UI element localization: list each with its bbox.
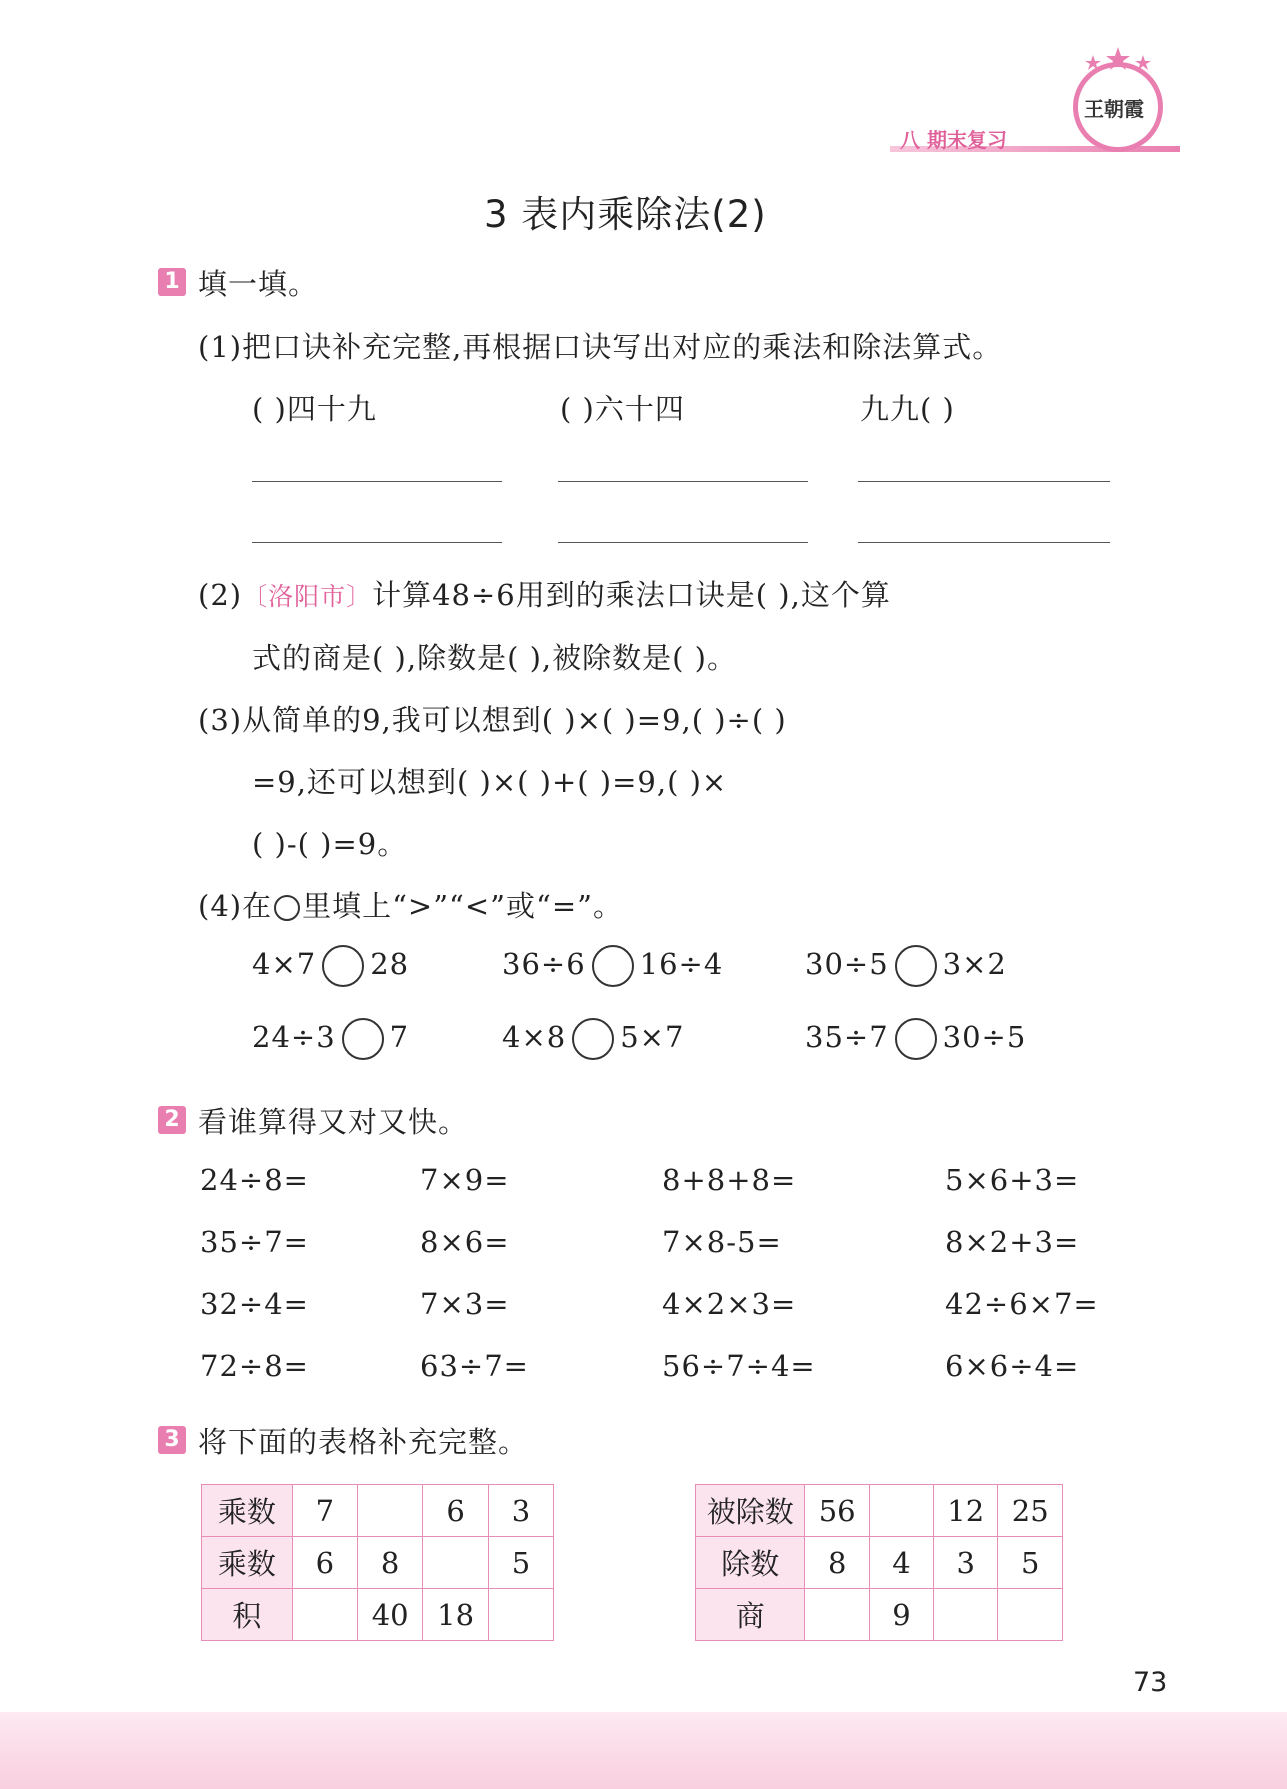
table-cell[interactable]: 3	[934, 1537, 998, 1589]
table-row	[202, 1485, 554, 1537]
compare-right: 30÷5	[942, 1020, 1027, 1054]
calc-item: 7×8-5=	[662, 1225, 782, 1259]
table-cell[interactable]: 5	[488, 1537, 553, 1589]
answer-line[interactable]	[252, 481, 502, 482]
rhyme-blank-c: 九九( )	[860, 392, 955, 426]
compare-circle[interactable]	[342, 1018, 384, 1060]
question-heading: 看谁算得又对又快。	[198, 1105, 469, 1139]
star-crown-icon	[1073, 45, 1163, 75]
answer-line[interactable]	[252, 542, 502, 543]
table-cell: 积	[202, 1589, 293, 1641]
table-cell[interactable]: 3	[488, 1485, 553, 1537]
table-cell: 乘数	[202, 1537, 293, 1589]
table-cell: 除数	[696, 1537, 805, 1589]
compare-item	[805, 945, 1007, 987]
table-cell[interactable]: 18	[423, 1589, 488, 1641]
table-cell[interactable]: 8	[805, 1537, 869, 1589]
calc-item: 35÷7=	[200, 1225, 309, 1259]
q1-part4-text	[198, 884, 623, 925]
compare-circle[interactable]	[895, 1018, 937, 1060]
table-cell: 乘数	[202, 1485, 293, 1537]
calc-item: 63÷7=	[420, 1349, 529, 1383]
answer-line[interactable]	[858, 542, 1110, 543]
table-cell[interactable]	[998, 1589, 1063, 1641]
compare-item	[502, 945, 723, 987]
compare-circle[interactable]	[322, 945, 364, 987]
compare-right: 7	[389, 1020, 410, 1054]
table-cell: 商	[696, 1589, 805, 1641]
section-label: 八 期末复习	[900, 128, 1007, 152]
compare-item	[252, 945, 409, 987]
compare-left: 24÷3	[252, 1020, 336, 1054]
calc-item: 8+8+8=	[662, 1163, 797, 1197]
compare-right: 28	[370, 947, 410, 981]
compare-circle[interactable]	[592, 945, 634, 987]
compare-item	[252, 1018, 409, 1060]
calc-item: 56÷7÷4=	[662, 1349, 816, 1383]
q1-part3-line2: =9,还可以想到( )×( )+( )=9,( )×	[252, 765, 728, 799]
calc-item: 72÷8=	[200, 1349, 309, 1383]
calc-item: 7×3=	[420, 1287, 510, 1321]
compare-left: 36÷6	[502, 947, 586, 981]
q1-part2-line1	[198, 573, 891, 614]
table-cell[interactable]: 6	[423, 1485, 488, 1537]
calc-item: 5×6+3=	[945, 1163, 1080, 1197]
table-row	[696, 1589, 1063, 1641]
question-number-badge: 1	[158, 268, 186, 296]
table-cell[interactable]: 12	[934, 1485, 998, 1537]
compare-left: 4×7	[252, 947, 317, 981]
circle-icon	[274, 895, 300, 921]
table-cell[interactable]	[805, 1589, 869, 1641]
compare-item	[502, 1018, 684, 1060]
logo-badge	[1073, 62, 1163, 152]
compare-left: 30÷5	[805, 947, 889, 981]
table-cell[interactable]	[488, 1589, 553, 1641]
rhyme-blank-a: ( )四十九	[252, 392, 377, 426]
compare-circle[interactable]	[895, 945, 937, 987]
compare-right: 5×7	[620, 1020, 685, 1054]
q1-part3-line1: (3)从简单的9,我可以想到( )×( )=9,( )÷( )	[198, 703, 787, 737]
q1-part2-text: 计算48÷6用到的乘法口诀是( ),这个算	[372, 578, 891, 612]
page-number: 73	[1133, 1667, 1168, 1698]
table-cell[interactable]: 6	[292, 1537, 357, 1589]
table-cell[interactable]: 4	[869, 1537, 933, 1589]
table-row	[696, 1485, 1063, 1537]
calc-item: 24÷8=	[200, 1163, 309, 1197]
compare-left: 4×8	[502, 1020, 567, 1054]
question-number-badge: 3	[158, 1426, 186, 1454]
table-cell[interactable]	[423, 1537, 488, 1589]
compare-right: 3×2	[942, 947, 1007, 981]
multiplication-table	[201, 1484, 554, 1641]
q1-part4-suffix: 里填上“>”“<”或“=”。	[302, 889, 623, 923]
table-row	[696, 1537, 1063, 1589]
answer-line[interactable]	[558, 542, 808, 543]
source-tag: 〔洛阳市〕	[242, 582, 373, 611]
table-cell[interactable]: 25	[998, 1485, 1063, 1537]
q1-part4-prefix: (4)在	[198, 889, 273, 923]
division-table	[695, 1484, 1063, 1641]
table-cell[interactable]	[357, 1485, 422, 1537]
compare-circle[interactable]	[572, 1018, 614, 1060]
rhyme-blank-b: ( )六十四	[560, 392, 685, 426]
page-title: 3 表内乘除法(2)	[484, 193, 767, 236]
calc-item: 8×2+3=	[945, 1225, 1080, 1259]
answer-line[interactable]	[858, 481, 1110, 482]
question-heading: 填一填。	[198, 267, 319, 301]
table-cell[interactable]: 8	[357, 1537, 422, 1589]
calc-item: 4×2×3=	[662, 1287, 797, 1321]
question-heading: 将下面的表格补充完整。	[198, 1425, 529, 1459]
table-cell[interactable]: 5	[998, 1537, 1063, 1589]
table-cell[interactable]: 56	[805, 1485, 869, 1537]
calc-item: 6×6÷4=	[945, 1349, 1080, 1383]
q1-part3-line3: ( )-( )=9。	[252, 827, 408, 861]
table-cell[interactable]: 9	[869, 1589, 933, 1641]
q1-part2-line2: 式的商是( ),除数是( ),被除数是( )。	[252, 641, 737, 675]
table-cell[interactable]	[292, 1589, 357, 1641]
answer-line[interactable]	[558, 481, 808, 482]
calc-item: 42÷6×7=	[945, 1287, 1099, 1321]
footer-band	[0, 1712, 1287, 1789]
table-row	[202, 1537, 554, 1589]
table-cell[interactable]: 40	[357, 1589, 422, 1641]
question-number-badge: 2	[158, 1106, 186, 1134]
table-row	[202, 1589, 554, 1641]
calc-item: 32÷4=	[200, 1287, 309, 1321]
q1-part1-text: (1)把口诀补充完整,再根据口诀写出对应的乘法和除法算式。	[198, 330, 1003, 364]
table-cell: 被除数	[696, 1485, 805, 1537]
table-cell[interactable]: 7	[292, 1485, 357, 1537]
compare-right: 16÷4	[639, 947, 724, 981]
q1-part2-prefix: (2)	[198, 578, 243, 612]
compare-item	[805, 1018, 1026, 1060]
calc-item: 8×6=	[420, 1225, 510, 1259]
table-cell[interactable]	[934, 1589, 998, 1641]
calc-item: 7×9=	[420, 1163, 510, 1197]
compare-left: 35÷7	[805, 1020, 889, 1054]
logo-text: 王朝霞	[1084, 97, 1144, 121]
table-cell[interactable]	[869, 1485, 933, 1537]
